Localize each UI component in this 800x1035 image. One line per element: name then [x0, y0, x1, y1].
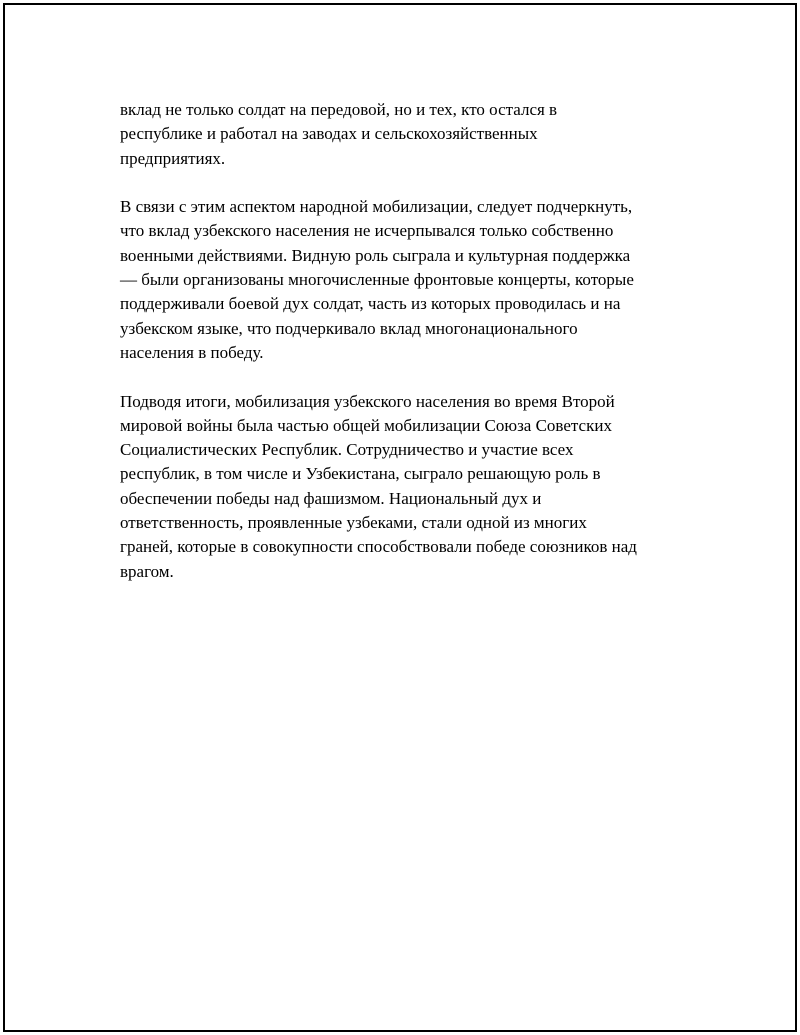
paragraph-3 — [120, 390, 690, 584]
text-line: что вклад узбекского населения не исчерпывался только собственно — [120, 221, 614, 241]
document-body — [120, 98, 690, 608]
text-line: поддерживали боевой дух солдат, часть из которых проводилась и на — [120, 294, 621, 314]
text-line: граней, которые в совокупности способствовали победе союзников над — [120, 537, 637, 557]
text-line: республик, в том числе и Узбекистана, сыграло решающую роль в — [120, 464, 601, 484]
text-line: вклад не только солдат на передовой, но и тех, кто остался в — [120, 100, 558, 119]
text-line: Социалистических Республик. Сотрудничество и участие всех — [120, 440, 574, 460]
text-line: — были организованы многочисленные фронтовые концерты, которые — [120, 270, 634, 290]
text-line: предприятиях. — [120, 148, 226, 168]
text-line: обеспечении победы над фашизмом. Национальный дух и — [120, 488, 542, 508]
text-line: ответственность, проявленные узбеками, стали одной из многих — [120, 513, 587, 533]
paragraph-2 — [120, 195, 690, 365]
text-line: узбекском языке, что подчеркивало вклад многонационального — [120, 318, 578, 338]
text-line: военными действиями. Видную роль сыграла и культурная поддержка — [120, 245, 631, 265]
text-line: В связи с этим аспектом народной мобилизации, следует подчеркнуть, — [120, 197, 633, 217]
paragraph-1 — [120, 98, 690, 171]
page-frame — [3, 3, 797, 1032]
text-line: республике и работал на заводах и сельскохозяйственных — [120, 124, 538, 144]
text-line: населения в победу. — [120, 342, 264, 362]
text-line: Подводя итоги, мобилизация узбекского населения во время Второй — [120, 391, 615, 411]
text-line: врагом. — [120, 561, 174, 581]
text-line: мировой войны была частью общей мобилизации Союза Советских — [120, 415, 612, 435]
